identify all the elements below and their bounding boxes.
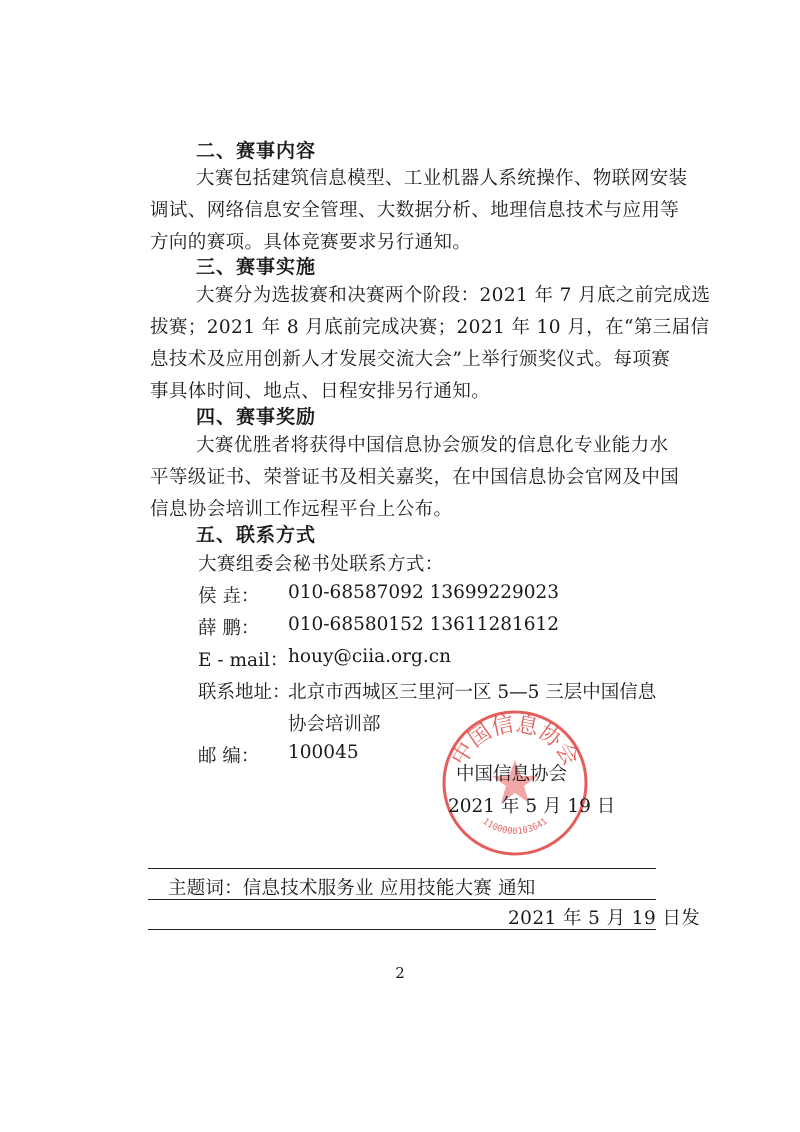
- paragraph-line: 拔赛；2021 年 8 月底前完成决赛；2021 年 10 月，在“第三届信: [150, 317, 710, 338]
- subject-keywords: 主题词：信息技术服务业 应用技能大赛 通知: [168, 878, 536, 899]
- page-number: 2: [395, 964, 405, 982]
- section-title-implementation: 三、赛事实施: [196, 256, 317, 278]
- contact-label: 联系地址：: [198, 682, 291, 703]
- footer-rule-top: [148, 868, 656, 869]
- section-title-awards: 四、赛事奖励: [196, 406, 317, 428]
- contact-intro: 大赛组委会秘书处联系方式：: [198, 554, 444, 575]
- paragraph-line: 息技术及应用创新人才发展交流大会”上举行颁奖仪式。每项赛: [150, 349, 671, 370]
- contact-address: 北京市西城区三里河一区 5—5 三层中国信息: [288, 682, 657, 703]
- paragraph-line: 事具体时间、地点、日程安排另行通知。: [150, 381, 491, 402]
- contact-postcode: 100045: [288, 742, 359, 763]
- paragraph-line: 大赛优胜者将获得中国信息协会颁发的信息化专业能力水: [196, 435, 669, 456]
- contact-email: houy@ciia.org.cn: [288, 646, 452, 667]
- paragraph-line: 大赛包括建筑信息模型、工业机器人系统操作、物联网安装: [196, 168, 688, 189]
- paragraph-line: 调试、网络信息安全管理、大数据分析、地理信息技术与应用等: [150, 200, 680, 221]
- paragraph-line: 方向的赛项。具体竞赛要求另行通知。: [150, 232, 472, 253]
- footer-rule-bottom: [148, 929, 656, 930]
- footer-rule-middle: [148, 899, 656, 900]
- paragraph-line: 平等级证书、荣誉证书及相关嘉奖，在中国信息协会官网及中国: [150, 467, 680, 488]
- contact-label: 薛 鹏：: [198, 618, 260, 639]
- contact-address-continued: 协会培训部: [288, 714, 381, 735]
- svg-text:中国信息协会: 中国信息协会: [446, 711, 584, 770]
- contact-label: 侯 垚：: [198, 586, 260, 607]
- contact-phone: 010-68580152 13611281612: [288, 614, 560, 635]
- contact-phone: 010-68587092 13699229023: [288, 582, 560, 603]
- section-title-contact: 五、联系方式: [196, 524, 317, 546]
- paragraph-line: 大赛分为选拔赛和决赛两个阶段：2021 年 7 月底之前完成选: [196, 285, 711, 306]
- section-title-content: 二、赛事内容: [196, 140, 317, 162]
- contact-label: E - mail：: [198, 650, 289, 671]
- issue-date: 2021 年 5 月 19 日: [448, 796, 616, 817]
- issued-date: 2021 年 5 月 19 日发: [508, 908, 701, 929]
- issuing-organization: 中国信息协会: [456, 764, 568, 785]
- svg-text:1100000103641: 1100000103641: [480, 816, 550, 837]
- contact-label: 邮 编：: [198, 746, 260, 767]
- paragraph-line: 信息协会培训工作远程平台上公布。: [150, 499, 453, 520]
